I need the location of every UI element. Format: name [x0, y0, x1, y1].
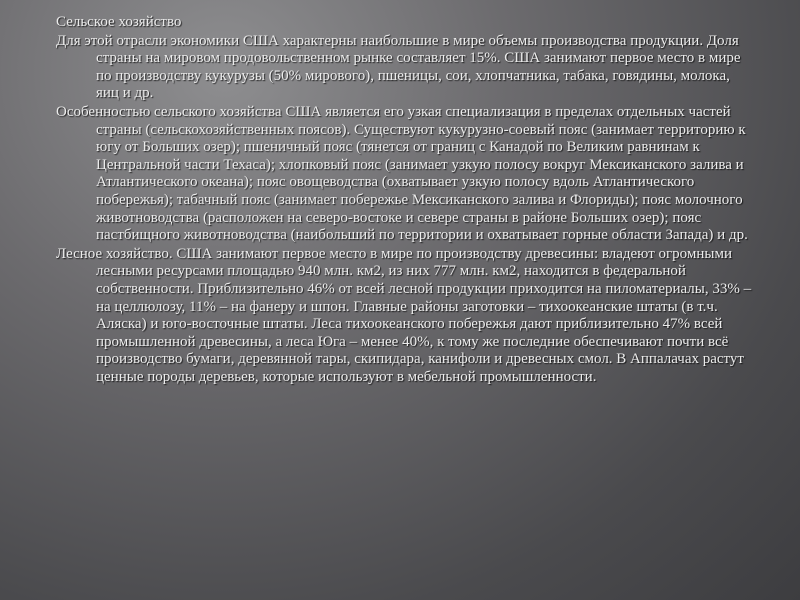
- heading-agriculture: Сельское хозяйство: [56, 14, 182, 30]
- paragraph-agriculture-volumes: Для этой отрасли экономики США характерны наибольшие в мире объемы производства продукции. Доля страны на мировом продовольственном рынке составляет 15%. США занимают первое место в мире по производству кукурузы (50% мирового), пшеницы, сои, хлопчатника, табака, говядины, молока, яиц и др.: [56, 32, 741, 102]
- slide-text-body: [56, 14, 756, 387]
- paragraph-forestry: Лесное хозяйство. США занимают первое место в мире по производству древесины: владеют огромными лесными ресурсами площадью 940 млн. км2, из них 777 млн. км2, находится в федеральной собственности. Приблизительно 46% от всей лесной продукции приходится на пиломатериалы, 33% – на целлюлозу, 11% – на фанеру и шпон. Главные районы заготовки – тихоокеанские штаты (в т.ч. Аляска) и юго-восточные штаты. Леса тихоокеанского побережья дают приблизительно 47% всей промышленной древесины, а леса Юга – менее 40%, к тому же последние обеспечивают почти всё производство бумаги, деревянной тары, скипидара, канифоли и древесных смол. В Аппалачах растут ценные породы деревьев, которые используют в мебельной промышленности.: [56, 245, 752, 385]
- paragraph-agricultural-belts: Особенностью сельского хозяйства США является его узкая специализация в пределах отдельных частей страны (сельскохозяйственных поясов). Существуют кукурузно-соевый пояс (занимает территорию к югу от Больших озер); пшеничный пояс (тянется от границ с Канадой по Великим равнинам к Центральной части Техаса); хлопковый пояс (занимает узкую полосу вокруг Мексиканского залива и Атлантического океана); пояс овощеводства (охватывает узкую полосу вдоль Атлантического побережья); табачный пояс (занимает побережье Мексиканского залива и Флориды); пояс молочного животноводства (расположен на северо-востоке и севере страны в районе Больших озер); пояс пастбищного животноводства (наибольший по территории и охватывает горные области Запада) и др.: [56, 103, 748, 244]
